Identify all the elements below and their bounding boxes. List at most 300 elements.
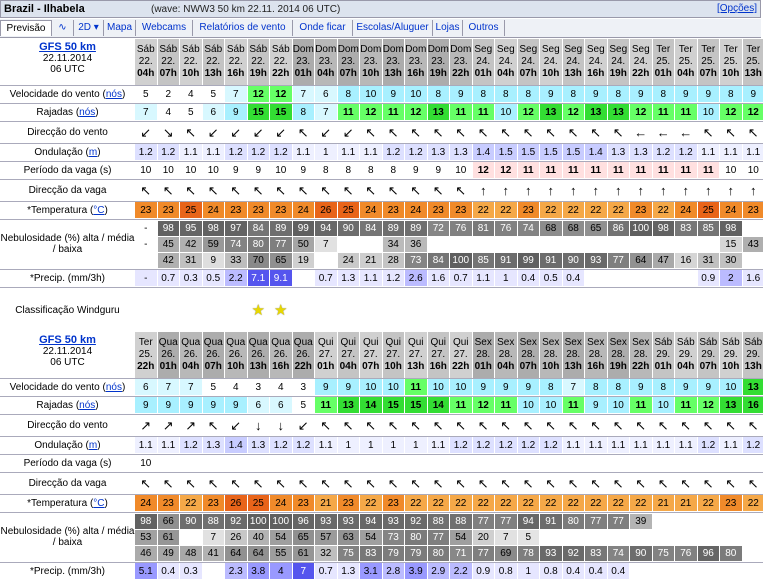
tab-3[interactable]: Mapa bbox=[104, 20, 136, 36]
hour-label: 07h bbox=[205, 361, 222, 373]
wind-arrow-icon: ↖ bbox=[180, 122, 202, 142]
wind-arrow-icon: ↖ bbox=[585, 122, 607, 142]
temp-cell: 23 bbox=[428, 202, 450, 218]
day-label: Ter bbox=[724, 44, 738, 56]
rating-cell bbox=[293, 288, 315, 332]
options-link[interactable]: [Opções] bbox=[717, 3, 757, 14]
time-header bbox=[428, 332, 450, 378]
wind-arrow-icon: ↖ bbox=[203, 415, 225, 435]
period-cell: 9 bbox=[248, 162, 270, 178]
cloud-cell bbox=[540, 530, 562, 545]
wind-cell: 7 bbox=[225, 86, 247, 102]
time-header bbox=[338, 332, 360, 378]
wind-cell: 8 bbox=[585, 379, 607, 395]
day-label: Dom bbox=[405, 44, 426, 56]
day-label: Seg bbox=[587, 44, 605, 56]
wind-arrow-icon: ↖ bbox=[473, 122, 495, 142]
cloud-cell: 33 bbox=[225, 253, 247, 268]
cloud-cell: 55 bbox=[270, 546, 292, 561]
day-label: Qua bbox=[159, 337, 178, 349]
rating-cell bbox=[518, 288, 540, 332]
precip-cell: 1.1 bbox=[360, 270, 382, 286]
hour-label: 16h bbox=[272, 361, 289, 373]
wave-arrow-icon: ↖ bbox=[135, 180, 157, 200]
temp-cell: 22 bbox=[540, 202, 562, 218]
cloud-cell bbox=[743, 253, 763, 268]
gust-cell: 14 bbox=[428, 397, 450, 413]
day-label: Ter bbox=[679, 44, 693, 56]
tab-1[interactable]: ∿ bbox=[52, 20, 74, 36]
wave-cell: 1.1 bbox=[428, 437, 450, 453]
day-label: Sáb bbox=[722, 337, 740, 349]
hour-label: 19h bbox=[250, 68, 267, 80]
wave-cell: 1.2 bbox=[293, 437, 315, 453]
time-header bbox=[428, 39, 450, 85]
hour-label: 13h bbox=[385, 68, 402, 80]
row-label-wind[interactable]: Velocidade do vento ( nós ) bbox=[0, 378, 135, 396]
time-header bbox=[248, 39, 270, 85]
cloud-cell bbox=[630, 237, 652, 252]
day-label: Qui bbox=[453, 337, 469, 349]
cloud-cell: 92 bbox=[563, 546, 585, 561]
cloud-cell: 80 bbox=[248, 237, 270, 252]
model-link[interactable]: GFS 50 km bbox=[0, 41, 135, 53]
wind-arrow-icon: ↓ bbox=[270, 415, 292, 435]
cloud-cell: 64 bbox=[225, 546, 247, 561]
cloud-cell: 54 bbox=[360, 530, 382, 545]
cloud-cell: 81 bbox=[473, 221, 495, 236]
wind-arrow-icon: ↙ bbox=[315, 122, 337, 142]
wind-arrow-icon: ↙ bbox=[248, 122, 270, 142]
row-divider bbox=[0, 219, 763, 220]
wind-arrow-icon: ↖ bbox=[630, 415, 652, 435]
rating-cell bbox=[653, 288, 675, 332]
wind-cell: 9 bbox=[315, 379, 337, 395]
cloud-cell: 36 bbox=[405, 237, 427, 252]
cloud-cell: 88 bbox=[428, 514, 450, 529]
time-header bbox=[608, 39, 630, 85]
day-label: Qui bbox=[408, 337, 424, 349]
gust-cell: 13 bbox=[585, 104, 607, 120]
period-cell: 10 bbox=[720, 162, 742, 178]
wind-arrow-icon: ← bbox=[653, 122, 675, 142]
precip-cell: 0.4 bbox=[158, 563, 180, 579]
wind-cell: 9 bbox=[698, 86, 720, 102]
period-cell: 11 bbox=[585, 162, 607, 178]
period-cell bbox=[720, 455, 742, 471]
wind-cell: 8 bbox=[653, 379, 675, 395]
wind-arrow-icon: ↖ bbox=[360, 122, 382, 142]
cloud-cell: 16 bbox=[675, 253, 697, 268]
hour-label: 16h bbox=[407, 68, 424, 80]
wave-arrow-icon: ↑ bbox=[563, 180, 585, 200]
cloud-cell: 90 bbox=[563, 253, 585, 268]
wave-cell: 1.2 bbox=[180, 437, 202, 453]
model-link[interactable]: GFS 50 km bbox=[0, 334, 135, 346]
gust-cell: 12 bbox=[405, 104, 427, 120]
wave-cell: 1.2 bbox=[675, 144, 697, 160]
period-cell: 12 bbox=[473, 162, 495, 178]
period-cell: 11 bbox=[653, 162, 675, 178]
date-label: 28. bbox=[589, 349, 603, 361]
row-label-temp[interactable]: *Temperatura ( °C ) bbox=[0, 494, 135, 512]
wind-cell: 8 bbox=[653, 86, 675, 102]
cloud-cell bbox=[720, 530, 742, 545]
period-cell bbox=[518, 455, 540, 471]
wind-cell: 11 bbox=[405, 379, 427, 395]
date-label: 26. bbox=[229, 349, 243, 361]
precip-cell: 0.7 bbox=[158, 270, 180, 286]
temp-cell: 23 bbox=[338, 495, 360, 511]
row-label-wind[interactable]: Velocidade do vento ( nós ) bbox=[0, 85, 135, 103]
cloud-cell: 89 bbox=[405, 221, 427, 236]
cloud-cell: 76 bbox=[450, 221, 472, 236]
tab-5[interactable]: Relatórios de vento bbox=[193, 20, 293, 36]
wind-arrow-icon: ↖ bbox=[338, 415, 360, 435]
cloud-cell bbox=[608, 237, 630, 252]
cloud-cell: 77 bbox=[585, 514, 607, 529]
cloud-cell bbox=[698, 514, 720, 529]
gust-cell: 11 bbox=[383, 104, 405, 120]
precip-cell: 2.2 bbox=[450, 563, 472, 579]
temp-cell: 23 bbox=[225, 202, 247, 218]
tab-4[interactable]: Webcams bbox=[136, 20, 193, 36]
wave-arrow-icon: ↖ bbox=[720, 473, 742, 493]
wave-arrow-icon: ↖ bbox=[630, 473, 652, 493]
wind-cell: 9 bbox=[630, 379, 652, 395]
date-label: 26. bbox=[296, 349, 310, 361]
date-label: 22. bbox=[206, 56, 220, 68]
hour-label: 16h bbox=[430, 361, 447, 373]
wind-arrow-icon: ↗ bbox=[158, 415, 180, 435]
time-header bbox=[135, 39, 157, 85]
row-label-temp[interactable]: *Temperatura ( °C ) bbox=[0, 201, 135, 219]
temp-cell: 22 bbox=[473, 495, 495, 511]
time-header bbox=[653, 39, 675, 85]
period-cell: 11 bbox=[540, 162, 562, 178]
temp-cell: 23 bbox=[270, 202, 292, 218]
gust-cell: 5 bbox=[293, 397, 315, 413]
cloud-cell: 92 bbox=[225, 514, 247, 529]
wind-arrow-icon: ↖ bbox=[383, 415, 405, 435]
wave-cell: 1.1 bbox=[585, 437, 607, 453]
tab-0[interactable]: Previsão bbox=[0, 20, 52, 36]
cloud-cell: 24 bbox=[338, 253, 360, 268]
tab-6[interactable]: Onde ficar bbox=[293, 20, 353, 36]
cloud-cell bbox=[630, 530, 652, 545]
cloud-cell: 65 bbox=[585, 221, 607, 236]
wind-cell: 8 bbox=[608, 379, 630, 395]
wave-cell: 1.1 bbox=[563, 437, 585, 453]
cloud-cell: 76 bbox=[495, 221, 517, 236]
tab-2[interactable]: 2D ▾ bbox=[74, 20, 104, 36]
cloud-cell bbox=[653, 514, 675, 529]
precip-cell: 3.9 bbox=[405, 563, 427, 579]
wave-arrow-icon: ↖ bbox=[585, 473, 607, 493]
wind-arrow-icon: ↙ bbox=[270, 122, 292, 142]
cloud-cell bbox=[563, 530, 585, 545]
temp-cell: 24 bbox=[293, 202, 315, 218]
cloud-cell: 90 bbox=[180, 514, 202, 529]
rating-cell bbox=[180, 288, 202, 332]
date-label: 25. bbox=[701, 56, 715, 68]
row-label-wave[interactable]: Ondulação ( m ) bbox=[0, 436, 135, 454]
gust-cell: 13 bbox=[540, 104, 562, 120]
period-cell bbox=[338, 455, 360, 471]
tab-9[interactable]: Outros bbox=[463, 20, 505, 36]
gust-cell: 10 bbox=[653, 397, 675, 413]
wind-arrow-icon: ↙ bbox=[135, 122, 157, 142]
hour-label: 13h bbox=[565, 68, 582, 80]
temp-cell: 23 bbox=[158, 202, 180, 218]
row-label-wave[interactable]: Ondulação ( m ) bbox=[0, 143, 135, 161]
cloud-cell bbox=[675, 530, 697, 545]
date-label: 28. bbox=[611, 349, 625, 361]
cloud-cell bbox=[135, 253, 157, 268]
period-cell: 9 bbox=[428, 162, 450, 178]
cloud-cell: 63 bbox=[338, 530, 360, 545]
cloud-cell: 79 bbox=[383, 546, 405, 561]
row-label-gust[interactable]: Rajadas ( nós ) bbox=[0, 103, 135, 121]
date-label: 25. bbox=[679, 56, 693, 68]
gust-cell: 10 bbox=[698, 104, 720, 120]
wave-arrow-icon: ↑ bbox=[653, 180, 675, 200]
wind-arrow-icon: ↖ bbox=[675, 415, 697, 435]
period-cell bbox=[495, 455, 517, 471]
day-label: Sáb bbox=[249, 44, 267, 56]
cloud-cell: 83 bbox=[360, 546, 382, 561]
hour-label: 19h bbox=[610, 68, 627, 80]
wind-cell: 6 bbox=[315, 86, 337, 102]
cloud-cell: 50 bbox=[293, 237, 315, 252]
cloud-cell: 21 bbox=[360, 253, 382, 268]
day-label: Dom bbox=[450, 44, 471, 56]
wave-arrow-icon: ↑ bbox=[720, 180, 742, 200]
precip-cell: 1 bbox=[518, 563, 540, 579]
model-date: 22.11.2014 bbox=[0, 346, 135, 357]
hour-label: 16h bbox=[587, 361, 604, 373]
wave-arrow-icon: ↖ bbox=[450, 180, 472, 200]
precip-cell: 0.8 bbox=[495, 563, 517, 579]
cloud-cell: 68 bbox=[563, 221, 585, 236]
wave-cell: 1.1 bbox=[203, 144, 225, 160]
wind-cell: 8 bbox=[473, 86, 495, 102]
period-cell: 12 bbox=[495, 162, 517, 178]
hour-label: 10h bbox=[722, 68, 739, 80]
day-label: Seg bbox=[519, 44, 537, 56]
gust-cell: 11 bbox=[495, 397, 517, 413]
rating-cell bbox=[135, 288, 157, 332]
row-label-gust[interactable]: Rajadas ( nós ) bbox=[0, 396, 135, 414]
gust-cell: 15 bbox=[248, 104, 270, 120]
time-header bbox=[315, 39, 337, 85]
time-header bbox=[743, 39, 763, 85]
hour-label: 01h bbox=[655, 361, 672, 373]
cloud-cell: 72 bbox=[428, 221, 450, 236]
hour-label: 04h bbox=[497, 361, 514, 373]
cloud-cell: 53 bbox=[135, 530, 157, 545]
wave-arrow-icon: ↖ bbox=[203, 473, 225, 493]
wind-cell: 10 bbox=[360, 379, 382, 395]
date-label: 23. bbox=[364, 56, 378, 68]
hour-label: 01h bbox=[160, 361, 177, 373]
time-header bbox=[360, 332, 382, 378]
wave-cell: 1.1 bbox=[338, 144, 360, 160]
date-label: 22. bbox=[161, 56, 175, 68]
hour-label: 10h bbox=[385, 361, 402, 373]
wave-arrow-icon: ↖ bbox=[608, 473, 630, 493]
precip-cell: 1.2 bbox=[383, 270, 405, 286]
wind-arrow-icon: ↖ bbox=[405, 122, 427, 142]
precip-cell: 0.4 bbox=[563, 563, 585, 579]
rating-cell bbox=[675, 288, 697, 332]
precip-cell: 0.4 bbox=[585, 563, 607, 579]
wind-cell: 8 bbox=[495, 86, 517, 102]
wave-cell: 1.1 bbox=[315, 437, 337, 453]
cloud-cell: 75 bbox=[338, 546, 360, 561]
wave-cell: 1.2 bbox=[225, 144, 247, 160]
wave-cell: 1 bbox=[315, 144, 337, 160]
wave-cell: 1.2 bbox=[540, 437, 562, 453]
period-cell: 10 bbox=[180, 162, 202, 178]
temp-cell: 25 bbox=[338, 202, 360, 218]
cloud-cell: 77 bbox=[473, 546, 495, 561]
cloud-cell bbox=[653, 237, 675, 252]
wave-arrow-icon: ↖ bbox=[293, 180, 315, 200]
precip-cell: 0.7 bbox=[450, 270, 472, 286]
period-cell: 9 bbox=[293, 162, 315, 178]
precip-cell: 1.6 bbox=[743, 270, 763, 286]
wave-cell: 1.1 bbox=[360, 144, 382, 160]
day-label: Ter bbox=[701, 44, 715, 56]
wind-cell: 8 bbox=[518, 86, 540, 102]
hour-label: 10h bbox=[227, 361, 244, 373]
time-header bbox=[383, 332, 405, 378]
cloud-cell: 77 bbox=[608, 514, 630, 529]
day-label: Ter bbox=[746, 44, 760, 56]
hour-label: 10h bbox=[722, 361, 739, 373]
day-label: Sex bbox=[520, 337, 537, 349]
period-cell bbox=[360, 455, 382, 471]
date-label: 27. bbox=[386, 349, 400, 361]
rating-cell bbox=[585, 288, 607, 332]
wave-arrow-icon: ↖ bbox=[563, 473, 585, 493]
cloud-cell: 59 bbox=[203, 237, 225, 252]
cloud-cell bbox=[743, 546, 763, 561]
gust-cell: 6 bbox=[203, 104, 225, 120]
gust-cell: 7 bbox=[315, 104, 337, 120]
cloud-cell: 41 bbox=[203, 546, 225, 561]
precip-cell: 2 bbox=[720, 270, 742, 286]
precip-cell: 5.1 bbox=[135, 563, 157, 579]
cloud-cell: 98 bbox=[653, 221, 675, 236]
cloud-cell: 61 bbox=[158, 530, 180, 545]
wind-arrow-icon: ↖ bbox=[653, 415, 675, 435]
precip-cell bbox=[720, 563, 742, 579]
cloud-cell: 77 bbox=[270, 237, 292, 252]
cloud-cell: 91 bbox=[540, 253, 562, 268]
gust-cell: 9 bbox=[158, 397, 180, 413]
time-header bbox=[405, 332, 427, 378]
gust-cell: 9 bbox=[135, 397, 157, 413]
hour-label: 04h bbox=[182, 361, 199, 373]
cloud-cell: 85 bbox=[473, 253, 495, 268]
cloud-cell: 80 bbox=[720, 546, 742, 561]
gust-cell: 13 bbox=[608, 104, 630, 120]
wind-cell: 9 bbox=[585, 86, 607, 102]
period-cell: 11 bbox=[608, 162, 630, 178]
day-label: Sáb bbox=[159, 44, 177, 56]
temp-cell: 23 bbox=[383, 495, 405, 511]
gust-cell: 13 bbox=[720, 397, 742, 413]
wind-arrow-icon: ↖ bbox=[405, 415, 427, 435]
day-label: Dom bbox=[293, 44, 314, 56]
precip-cell: 0.4 bbox=[608, 563, 630, 579]
wind-arrow-icon: ↖ bbox=[608, 415, 630, 435]
date-label: 22. bbox=[251, 56, 265, 68]
gust-cell: 11 bbox=[675, 397, 697, 413]
day-label: Ter bbox=[656, 44, 670, 56]
cloud-cell: 77 bbox=[428, 530, 450, 545]
wave-arrow-icon: ↖ bbox=[675, 473, 697, 493]
time-header bbox=[653, 332, 675, 378]
date-label: 24. bbox=[476, 56, 490, 68]
wind-arrow-icon: ↓ bbox=[248, 415, 270, 435]
period-cell: 11 bbox=[675, 162, 697, 178]
precip-cell bbox=[653, 270, 675, 286]
rating-cell bbox=[630, 288, 652, 332]
date-label: 22. bbox=[229, 56, 243, 68]
cloud-cell bbox=[563, 237, 585, 252]
cloud-cell: 64 bbox=[248, 546, 270, 561]
period-cell: 8 bbox=[360, 162, 382, 178]
period-cell bbox=[630, 455, 652, 471]
gust-cell: 9 bbox=[180, 397, 202, 413]
temp-cell: 24 bbox=[405, 202, 427, 218]
wind-arrow-icon: ↖ bbox=[698, 415, 720, 435]
time-header bbox=[315, 332, 337, 378]
gust-cell: 11 bbox=[653, 104, 675, 120]
row-label-wdir: Direcção do vento bbox=[0, 121, 135, 143]
wave-arrow-icon: ↑ bbox=[608, 180, 630, 200]
cloud-cell: 100 bbox=[450, 253, 472, 268]
precip-cell: 1.3 bbox=[338, 270, 360, 286]
wave-arrow-icon: ↑ bbox=[473, 180, 495, 200]
date-label: 28. bbox=[566, 349, 580, 361]
wind-arrow-icon: ↖ bbox=[315, 415, 337, 435]
wave-cell: 1.4 bbox=[225, 437, 247, 453]
period-cell: 10 bbox=[203, 162, 225, 178]
tab-8[interactable]: Lojas bbox=[433, 20, 463, 36]
cloud-cell: 57 bbox=[315, 530, 337, 545]
cloud-cell bbox=[675, 514, 697, 529]
wave-cell: 1.2 bbox=[495, 437, 517, 453]
wind-cell: 5 bbox=[135, 86, 157, 102]
temp-cell: 23 bbox=[203, 495, 225, 511]
date-label: 23. bbox=[386, 56, 400, 68]
wind-cell: 6 bbox=[135, 379, 157, 395]
wind-cell: 4 bbox=[180, 86, 202, 102]
model-info bbox=[0, 334, 135, 380]
date-label: 28. bbox=[476, 349, 490, 361]
tab-7[interactable]: Escolas/Aluguer bbox=[353, 20, 433, 36]
hour-label: 07h bbox=[160, 68, 177, 80]
cloud-cell: 98 bbox=[203, 221, 225, 236]
temp-cell: 22 bbox=[428, 495, 450, 511]
time-header bbox=[158, 332, 180, 378]
period-cell: 9 bbox=[225, 162, 247, 178]
period-cell: 11 bbox=[518, 162, 540, 178]
